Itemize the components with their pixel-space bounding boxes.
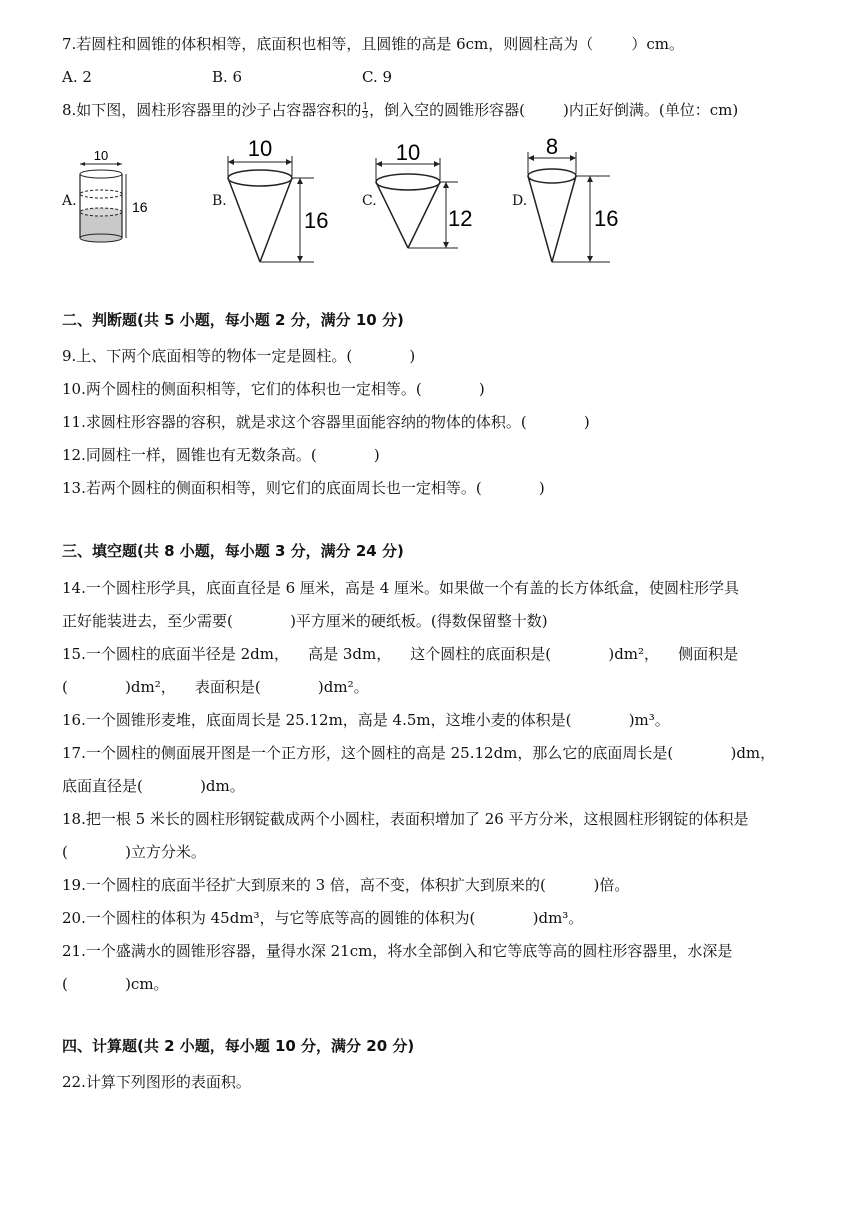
question-13: 13.若两个圆柱的侧面积相等，则它们的底面周长也一定相等。( ): [62, 479, 545, 497]
figure-b-side-label: 16: [304, 208, 329, 233]
figure-c-side-label: 12: [448, 206, 473, 231]
question-9: 9.上、下两个底面相等的物体一定是圆柱。( ): [62, 347, 416, 365]
question-21-line-1: 21.一个盛满水的圆锥形容器，量得水深 21cm，将水全部倒入和它等底等高的圆柱形容器里，水深是: [62, 942, 733, 960]
figure-a-side-label: 16: [132, 199, 148, 215]
question-17-line-1: 17.一个圆柱的侧面展开图是一个正方形，这个圆柱的高是 25.12dm，那么它的底面周长是( )dm，: [62, 744, 776, 762]
question-18-line-2: ( )立方分米。: [62, 843, 206, 861]
option-b: B. 6: [212, 68, 243, 86]
option-c: C. 9: [362, 68, 393, 86]
figure-b-label: B.: [212, 193, 227, 209]
question-8: [62, 100, 738, 120]
question-8-text-after: ，倒入空的圆锥形容器( )内正好倒满。(单位：cm): [369, 101, 739, 119]
figure-c-cone: [372, 144, 482, 254]
fraction-denominator: 3: [362, 110, 369, 121]
question-17-line-2: 底面直径是( )dm。: [62, 777, 245, 795]
fraction-one-third: [362, 103, 368, 120]
question-7: 7.若圆柱和圆锥的体积相等，底面积也相等，且圆锥的高是 6cm，则圆柱高为（ ）cm。: [62, 35, 685, 53]
section-4-heading: 四、计算题(共 2 小题，每小题 10 分，满分 20 分): [62, 1037, 415, 1055]
question-14-line-1: 14.一个圆柱形学具，底面直径是 6 厘米，高是 4 厘米。如果做一个有盖的长方体纸盒，使圆柱形学具: [62, 579, 740, 597]
figure-a-label: A.: [62, 193, 77, 209]
question-18-line-1: 18.把一根 5 米长的圆柱形钢锭截成两个小圆柱，表面积增加了 26 平方分米，这根圆柱形钢锭的体积是: [62, 810, 749, 828]
figure-c-label: C.: [362, 193, 377, 209]
question-8-text-before: 8.如下图，圆柱形容器里的沙子占容器容积的: [62, 101, 362, 119]
figure-d-cone: [524, 132, 634, 266]
question-19: 19.一个圆柱的底面半径扩大到原来的 3 倍，高不变，体积扩大到原来的( )倍。: [62, 876, 630, 894]
question-21-line-2: ( )cm。: [62, 975, 169, 993]
figure-d-side-label: 16: [594, 206, 619, 231]
section-3-heading: 三、填空题(共 8 小题，每小题 3 分，满分 24 分): [62, 542, 404, 560]
fraction-numerator: 1: [362, 101, 369, 112]
question-11: 11.求圆柱形容器的容积，就是求这个容器里面能容纳的物体的体积。( ): [62, 413, 590, 431]
figure-c-top-label: 10: [395, 144, 421, 165]
question-22: 22.计算下列图形的表面积。: [62, 1073, 251, 1091]
figure-d-label: D.: [512, 193, 528, 209]
figure-b-cone: [222, 134, 342, 266]
section-2-heading: 二、判断题(共 5 小题，每小题 2 分，满分 10 分): [62, 311, 404, 329]
figure-b-top-label: 10: [247, 136, 273, 161]
question-20: 20.一个圆柱的体积为 45dm³，与它等底等高的圆锥的体积为( )dm³。: [62, 909, 584, 927]
figure-a-cylinder: [76, 146, 160, 250]
figure-d-top-label: 8: [545, 134, 559, 159]
question-14-line-2: 正好能装进去，至少需要( )平方厘米的硬纸板。(得数保留整十数): [62, 612, 548, 630]
question-12: 12.同圆柱一样，圆锥也有无数条高。( ): [62, 446, 380, 464]
question-15-line-1: 15.一个圆柱的底面半径是 2dm， 高是 3dm， 这个圆柱的底面积是( )dm²， 侧面积是: [62, 645, 739, 663]
question-16: 16.一个圆锥形麦堆，底面周长是 25.12m，高是 4.5m，这堆小麦的体积是( )m³。: [62, 711, 670, 729]
question-10: 10.两个圆柱的侧面积相等，它们的体积也一定相等。( ): [62, 380, 485, 398]
question-15-line-2: ( )dm²， 表面积是( )dm²。: [62, 678, 369, 696]
option-a: A. 2: [62, 68, 92, 86]
figure-a-top-label: 10: [93, 148, 109, 163]
